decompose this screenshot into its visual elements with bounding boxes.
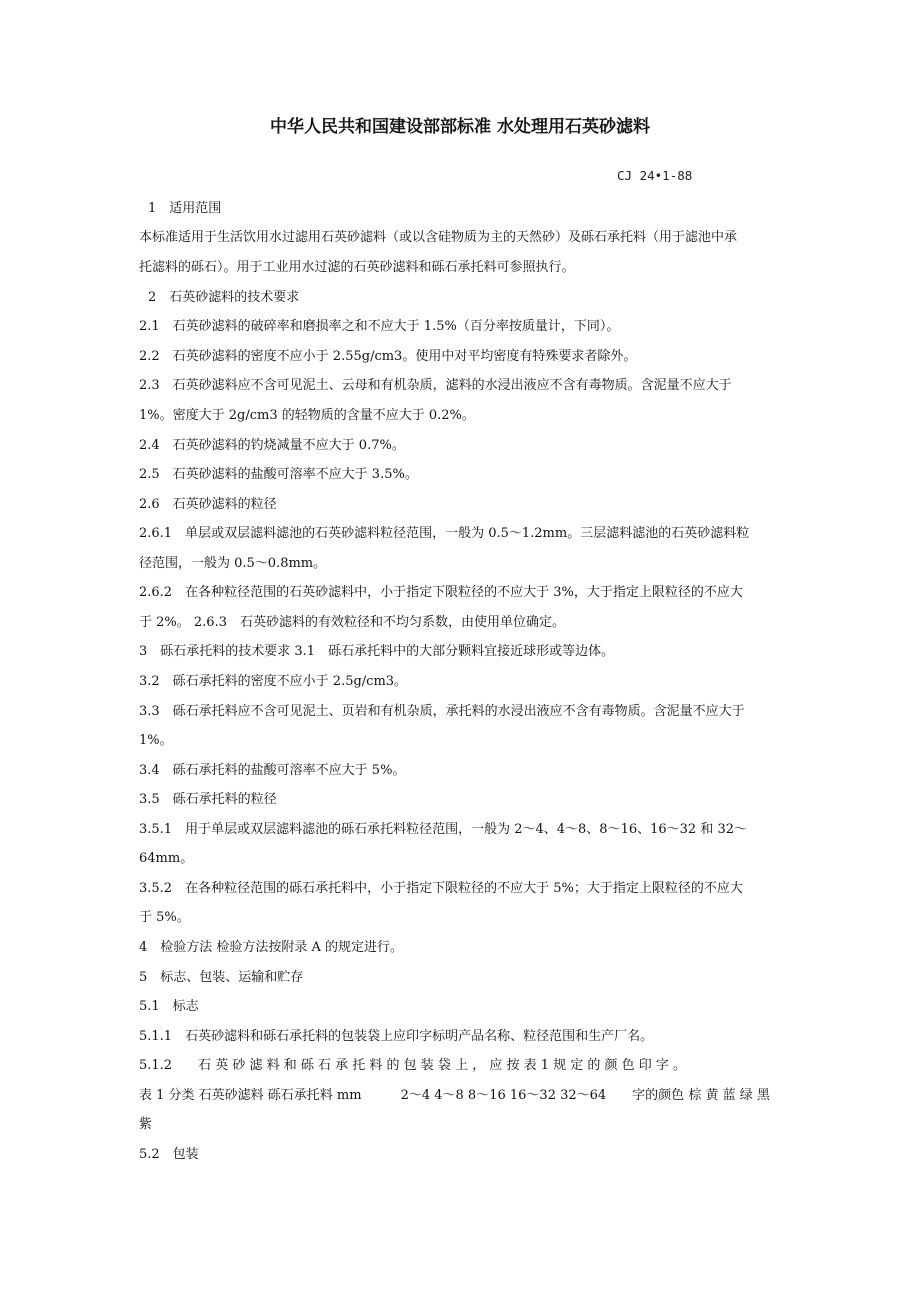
paragraph-line: 2.2 石英砂滤料的密度不应小于 2.55g/cm3。使用中对平均密度有特殊要求者除外。 — [139, 349, 637, 364]
paragraph-line: 64mm。 — [139, 851, 194, 866]
section-heading: 1 适用范围 — [148, 201, 222, 216]
paragraph-line: 径范围，一般为 0.5～0.8mm。 — [139, 556, 327, 571]
paragraph-line: 2.6.2 在各种粒径范围的石英砂滤料中，小于指定下限粒径的不应大于 3%，大于指定上限粒径的不应大 — [139, 585, 743, 600]
paragraph-line: 托滤料的砾石）。用于工业用水过滤的石英砂滤料和砾石承托料可参照执行。 — [139, 260, 575, 275]
section-heading: 2 石英砂滤料的技术要求 — [148, 290, 300, 305]
standard-code: CJ 24•1-88 — [617, 168, 693, 183]
paragraph-line: 5.2 包装 — [139, 1147, 199, 1162]
paragraph-line: 5.1.1 石英砂滤料和砾石承托料的包装袋上应印字标明产品名称、粒径范围和生产厂名。 — [139, 1029, 654, 1044]
section-heading: 5 标志、包装、运输和贮存 — [139, 970, 304, 985]
paragraph-line: 于 2%。 2.6.3 石英砂滤料的有效粒径和不均匀系数，由使用单位确定。 — [139, 615, 565, 630]
table-caption-line: 表 1 分类 石英砂滤料 砾石承托料 mm 2～4 4～8 8～16 16～32 32～64 字的颜色 棕 黄 蓝 绿 黑 — [139, 1088, 770, 1103]
paragraph-line: 3.5 砾石承托料的粒径 — [139, 792, 277, 807]
paragraph-line: 于 5%。 — [139, 910, 190, 925]
document-title: 中华人民共和国建设部部标准 水处理用石英砂滤料 — [270, 117, 650, 137]
paragraph-line: 3.2 砾石承托料的密度不应小于 2.5g/cm3。 — [139, 674, 408, 689]
paragraph-line: 5.1 标志 — [139, 999, 199, 1014]
paragraph-line: 紫 — [139, 1117, 153, 1132]
paragraph-line: 2.1 石英砂滤料的破碎率和磨损率之和不应大于 1.5%（百分率按质量计，下同）。 — [139, 319, 620, 334]
paragraph-line: 1%。 — [139, 733, 173, 748]
paragraph-line: 1%。密度大于 2g/cm3 的轻物质的含量不应大于 0.2%。 — [139, 408, 475, 423]
paragraph-line: 5.1.2 石 英 砂 滤 料 和 砾 石 承 托 料 的 包 装 袋 上 ， 应 按 表 1 规 定 的 颜 色 印 字 。 — [139, 1058, 687, 1073]
paragraph-line: 3.3 砾石承托料应不含可见泥土、页岩和有机杂质，承托料的水浸出液应不含有毒物质。含泥量不应大于 — [139, 704, 745, 719]
paragraph-line: 3.5.1 用于单层或双层滤料滤池的砾石承托料粒径范围，一般为 2～4、4～8、8～16、16～32 和 32～ — [139, 822, 747, 837]
paragraph-line: 2.6 石英砂滤料的粒径 — [139, 497, 277, 512]
paragraph-line: 2.6.1 单层或双层滤料滤池的石英砂滤料粒径范围，一般为 0.5～1.2mm。三层滤料滤池的石英砂滤料粒 — [139, 526, 750, 541]
paragraph-line: 2.4 石英砂滤料的钓烧减量不应大于 0.7%。 — [139, 438, 405, 453]
paragraph-line: 2.5 石英砂滤料的盐酸可溶率不应大于 3.5%。 — [139, 467, 418, 482]
section-heading: 4 检验方法 检验方法按附录 A 的规定进行。 — [139, 940, 404, 955]
paragraph-line: 本标准适用于生活饮用水过滤用石英砂滤料（或以含硅物质为主的天然砂）及砾石承托料（用于滤池中承 — [139, 230, 738, 245]
paragraph-line: 3.5.2 在各种粒径范围的砾石承托料中，小于指定下限粒径的不应大于 5%；大于指定上限粒径的不应大 — [139, 881, 743, 896]
section-heading: 3 砾石承托料的技术要求 3.1 砾石承托料中的大部分颗料宜接近球形或等边体。 — [139, 644, 615, 659]
paragraph-line: 3.4 砾石承托料的盐酸可溶率不应大于 5%。 — [139, 763, 406, 778]
paragraph-line: 2.3 石英砂滤料应不含可见泥土、云母和有机杂质，滤料的水浸出液应不含有毒物质。含泥量不应大于 — [139, 378, 732, 393]
